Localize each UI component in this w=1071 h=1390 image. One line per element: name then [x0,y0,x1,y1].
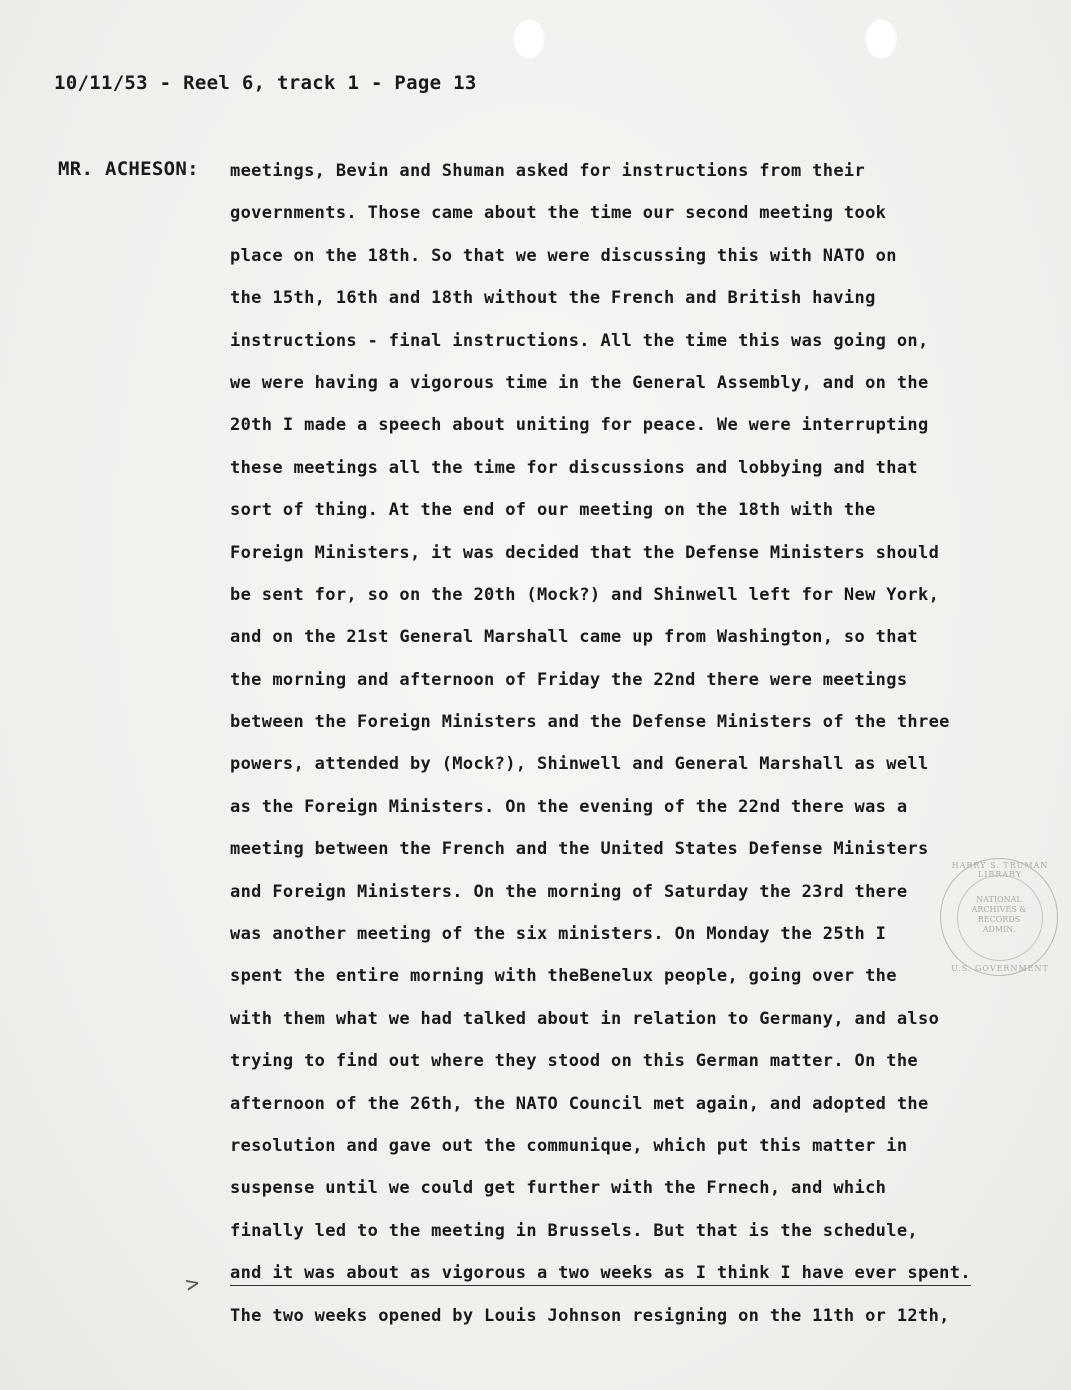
transcript-line: afternoon of the 26th, the NATO Council met again, and adopted the [230,1093,929,1114]
stamp-center-line: ARCHIVES & [971,905,1027,914]
transcript-line: be sent for, so on the 20th (Mock?) and Shinwell left for New York, [230,584,940,605]
transcript-line: as the Foreign Ministers. On the evening of the 22nd there was a [230,796,908,817]
stamp-center-line: ADMIN. [982,925,1016,934]
transcript-line: sort of thing. At the end of our meeting on the 18th with the [230,500,876,521]
margin-annotation-mark: > [183,1270,202,1299]
transcript-line: The two weeks opened by Louis Johnson resigning on the 11th or 12th, [230,1305,950,1326]
punch-hole-left [512,18,546,60]
transcript-line: resolution and gave out the communique, which put this matter in [230,1135,908,1156]
transcript-line: between the Foreign Ministers and the Defense Ministers of the three [230,712,950,733]
transcript-line: meeting between the French and the United States Defense Ministers [230,839,929,860]
stamp-ring-top-text: HARRY S. TRUMAN LIBRARY [951,861,1049,879]
transcript-line: place on the 18th. So that we were discussing this with NATO on [230,245,897,266]
stamp-ring-bottom-text: U.S. GOVERNMENT [951,964,1049,973]
page-header: 10/11/53 - Reel 6, track 1 - Page 13 [54,72,477,94]
transcript-line: suspense until we could get further with the Frnech, and which [230,1178,887,1199]
transcript-line: trying to find out where they stood on this German matter. On the [230,1051,919,1072]
transcript-line: instructions - final instructions. All the time this was going on, [230,330,929,351]
transcript-line: the 15th, 16th and 18th without the French and British having [230,288,876,309]
transcript-line: was another meeting of the six ministers. On Monday the 25th I [230,924,887,945]
stamp-center-text [957,895,1041,935]
transcript-line: Foreign Ministers, it was decided that the Defense Ministers should [230,542,940,563]
underlined-text: and it was about as vigorous a two weeks as I think I have ever spent. [230,1263,971,1286]
transcript-body [230,158,1030,1345]
transcript-line: powers, attended by (Mock?), Shinwell and General Marshall as well [230,754,929,775]
transcript-line: with them what we had talked about in relation to Germany, and also [230,1008,940,1029]
transcript-line: the morning and afternoon of Friday the 22nd there were meetings [230,669,908,690]
transcript-line: these meetings all the time for discussions and lobbying and that [230,457,919,478]
stamp-center-line: RECORDS [977,915,1021,924]
library-stamp [940,858,1058,976]
transcript-line: and Foreign Ministers. On the morning of Saturday the 23rd there [230,881,908,902]
transcript-line: governments. Those came about the time our second meeting took [230,203,887,224]
transcript-line: spent the entire morning with theBenelux people, going over the [230,966,897,987]
transcript-line-underlined [230,1260,1030,1302]
transcript-line: finally led to the meeting in Brussels. But that is the schedule, [230,1220,919,1241]
transcript-line: 20th I made a speech about uniting for peace. We were interrupting [230,415,929,436]
punch-hole-right [864,18,898,60]
stamp-center-line: NATIONAL [976,895,1022,904]
transcript-line: and on the 21st General Marshall came up from Washington, so that [230,627,919,648]
speaker-label: MR. ACHESON: [58,158,199,180]
transcript-line: meetings, Bevin and Shuman asked for instructions from their [230,161,866,181]
transcript-line: we were having a vigorous time in the General Assembly, and on the [230,372,929,393]
